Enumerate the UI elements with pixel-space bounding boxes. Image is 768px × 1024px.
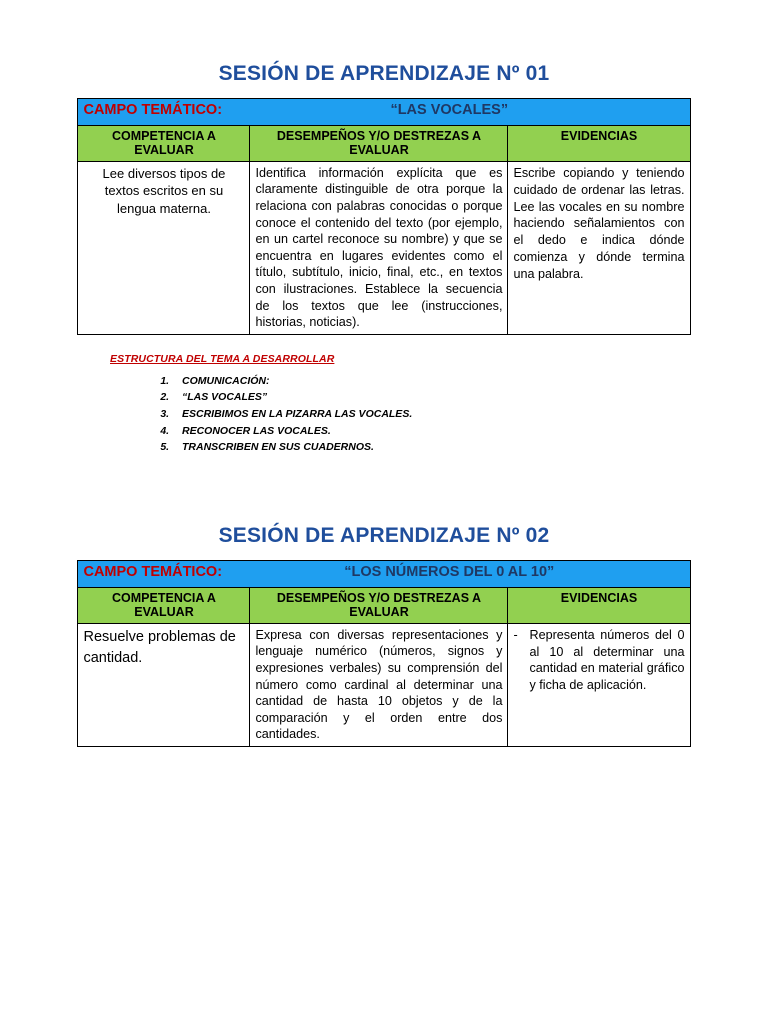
list-item: 1. COMUNICACIÓN: bbox=[172, 375, 696, 388]
campo-tematico-value-2: “LOS NÚMEROS DEL 0 AL 10” bbox=[344, 563, 555, 580]
list-item: 2. “LAS VOCALES” bbox=[172, 391, 696, 404]
session-2-title: SESIÓN DE APRENDIZAJE Nº 02 bbox=[218, 523, 550, 547]
list-item: 4. RECONOCER LAS VOCALES. bbox=[172, 425, 696, 438]
evidencias-text-2: Representa números del 0 al 10 al determinar una cantidad en material gráfico y ficha de aplicación. bbox=[529, 627, 685, 693]
list-item: 5. TRANSCRIBEN EN SUS CUADERNOS. bbox=[172, 441, 696, 454]
cell-competencia-2: Resuelve problemas de cantidad. bbox=[78, 623, 250, 746]
header-competencia-2: COMPETENCIA A EVALUAR bbox=[78, 587, 250, 623]
table-body-row-1 bbox=[78, 161, 690, 334]
list-item: 3. ESCRIBIMOS EN LA PIZARRA LAS VOCALES. bbox=[172, 408, 696, 421]
estructura-block bbox=[72, 353, 696, 455]
estructura-list bbox=[110, 375, 696, 455]
session-1-title: SESIÓN DE APRENDIZAJE Nº 01 bbox=[218, 62, 550, 85]
header-desempenos-2: DESEMPEÑOS Y/O DESTREZAS A EVALUAR bbox=[250, 587, 508, 623]
evidencias-dash-2: - bbox=[513, 627, 518, 642]
cell-evidencias-2 bbox=[508, 623, 690, 746]
session-1-table bbox=[77, 98, 690, 335]
table-header-row-2 bbox=[78, 587, 690, 623]
cell-desempenos-1: Identifica información explícita que es claramente distinguible de otra porque la relaciona con palabras conocidas o porque conoce el contenido del texto (por ejemplo, en un cartel reconoce su nombre) y que se encuentra en lugares evidentes como el título, subtítulo, inicio, final, etc., en textos con ilustraciones. Establece la secuencia de los textos que lee (instrucciones, historias, noticias). bbox=[250, 161, 508, 334]
campo-tematico-cell-1 bbox=[78, 99, 690, 126]
campo-tematico-cell-2 bbox=[78, 560, 690, 587]
cell-desempenos-2: Expresa con diversas representaciones y lenguaje numérico (números, signos y expresiones verbales) su comprensión del número como cardinal al determinar una cantidad de hasta 10 objetos y de la comparación y el orden entre dos cantidades. bbox=[250, 623, 508, 746]
session-2-table bbox=[77, 560, 690, 747]
estructura-title: ESTRUCTURA DEL TEMA A DESARROLLAR bbox=[110, 352, 335, 365]
table-header-row-1 bbox=[78, 126, 690, 162]
header-evidencias-2: EVIDENCIAS bbox=[508, 587, 690, 623]
cell-evidencias-1: Escribe copiando y teniendo cuidado de ordenar las letras. Lee las vocales en su nombre haciendo señalamientos con el dedo e indica dónde comienza y dónde termina una palabra. bbox=[508, 161, 690, 334]
campo-tematico-row-1 bbox=[78, 99, 690, 126]
table-body-row-2 bbox=[78, 623, 690, 746]
header-competencia-1: COMPETENCIA A EVALUAR bbox=[78, 126, 250, 162]
campo-tematico-value-1: “LAS VOCALES” bbox=[390, 102, 509, 118]
header-evidencias-1: EVIDENCIAS bbox=[508, 126, 690, 162]
cell-competencia-1: Lee diversos tipos de textos escritos en su lengua materna. bbox=[78, 161, 250, 334]
campo-tematico-label-1: CAMPO TEMÁTICO: bbox=[83, 102, 223, 118]
header-desempenos-1: DESEMPEÑOS Y/O DESTREZAS A EVALUAR bbox=[250, 126, 508, 162]
campo-tematico-label-2: CAMPO TEMÁTICO: bbox=[83, 563, 223, 580]
campo-tematico-row-2 bbox=[78, 560, 690, 587]
